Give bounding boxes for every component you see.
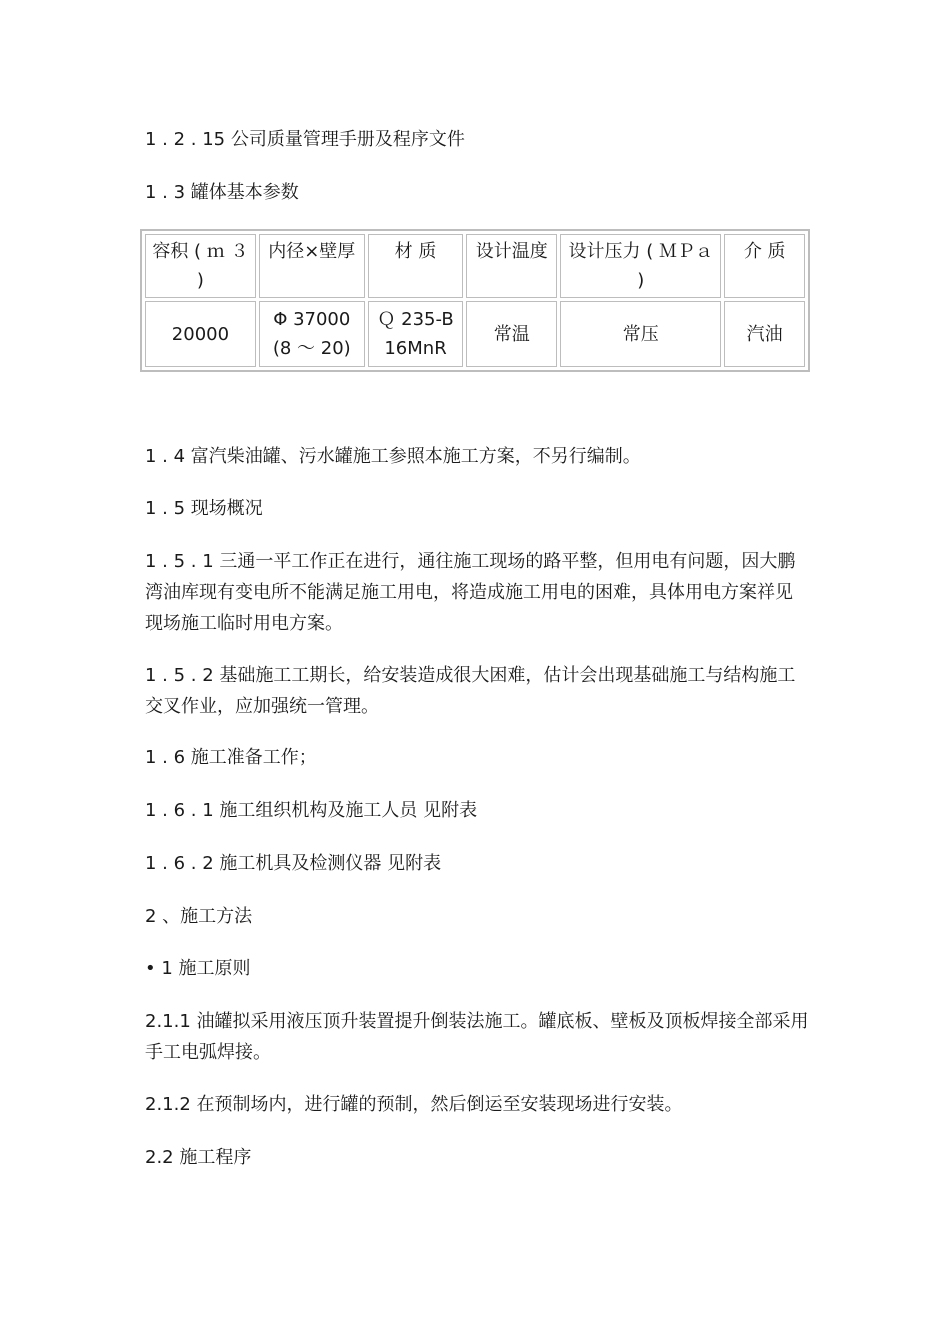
cell-material: [368, 301, 464, 367]
paragraph-1-4: 1 . 4 富汽柴油罐、污水罐施工参照本施工方案，不另行编制。: [145, 446, 641, 467]
paragraph-1-2-15: 1 . 2 . 15 公司质量管理手册及程序文件: [145, 129, 465, 150]
header-medium: 介 质: [724, 234, 805, 298]
tank-parameters-table: [140, 229, 810, 372]
heading-1-6: 1 . 6 施工准备工作；: [145, 747, 317, 768]
cell-pressure: 常压: [560, 301, 721, 367]
heading-1-5: 1 . 5 现场概况: [145, 498, 263, 519]
heading-2: 2 、施工方法: [145, 906, 253, 927]
paragraph-1-6-1: 1 . 6 . 1 施工组织机构及施工人员 见附表: [145, 800, 478, 821]
cell-diameter-thickness: [259, 301, 365, 367]
heading-2-1: • 1 施工原则: [145, 958, 251, 979]
heading-2-2: 2.2 施工程序: [145, 1147, 252, 1168]
cell-medium: 汽油: [724, 301, 805, 367]
cell-material-line1: Ｑ 235-B: [377, 309, 454, 330]
cell-material-line2: 16MnR: [384, 338, 447, 359]
table-header-row: [145, 234, 805, 298]
paragraph-1-6-2: 1 . 6 . 2 施工机具及检测仪器 见附表: [145, 853, 442, 874]
header-design-pressure: 设计压力 ( ＭＰａ ): [560, 234, 721, 298]
table-row: [145, 301, 805, 367]
cell-diameter-line1: Φ 37000: [273, 309, 351, 330]
heading-1-3: 1 . 3 罐体基本参数: [145, 182, 299, 203]
header-design-temperature: 设计温度: [466, 234, 557, 298]
paragraph-1-5-2: 1 . 5 . 2 基础施工工期长，给安装造成很大困难，估计会出现基础施工与结构施工交叉作业，应加强统一管理。: [145, 665, 796, 717]
cell-temperature: 常温: [466, 301, 557, 367]
header-material: 材 质: [368, 234, 464, 298]
cell-diameter-line2: (8 ～ 20): [272, 338, 351, 359]
header-diameter-thickness: 内径×壁厚: [259, 234, 365, 298]
paragraph-2-1-1: 2.1.1 油罐拟采用液压顶升装置提升倒装法施工。罐底板、壁板及顶板焊接全部采用手工电弧焊接。: [145, 1011, 809, 1063]
paragraph-1-5-1: 1 . 5 . 1 三通一平工作正在进行，通往施工现场的路平整，但用电有问题，因大鹏湾油库现有变电所不能满足施工用电，将造成施工用电的困难，具体用电方案祥见现场施工临时用电方案。: [145, 551, 796, 634]
header-volume: 容积 ( ｍ ３ ): [145, 234, 256, 298]
cell-volume: 20000: [145, 301, 256, 367]
paragraph-2-1-2: 2.1.2 在预制场内，进行罐的预制，然后倒运至安装现场进行安装。: [145, 1094, 683, 1115]
